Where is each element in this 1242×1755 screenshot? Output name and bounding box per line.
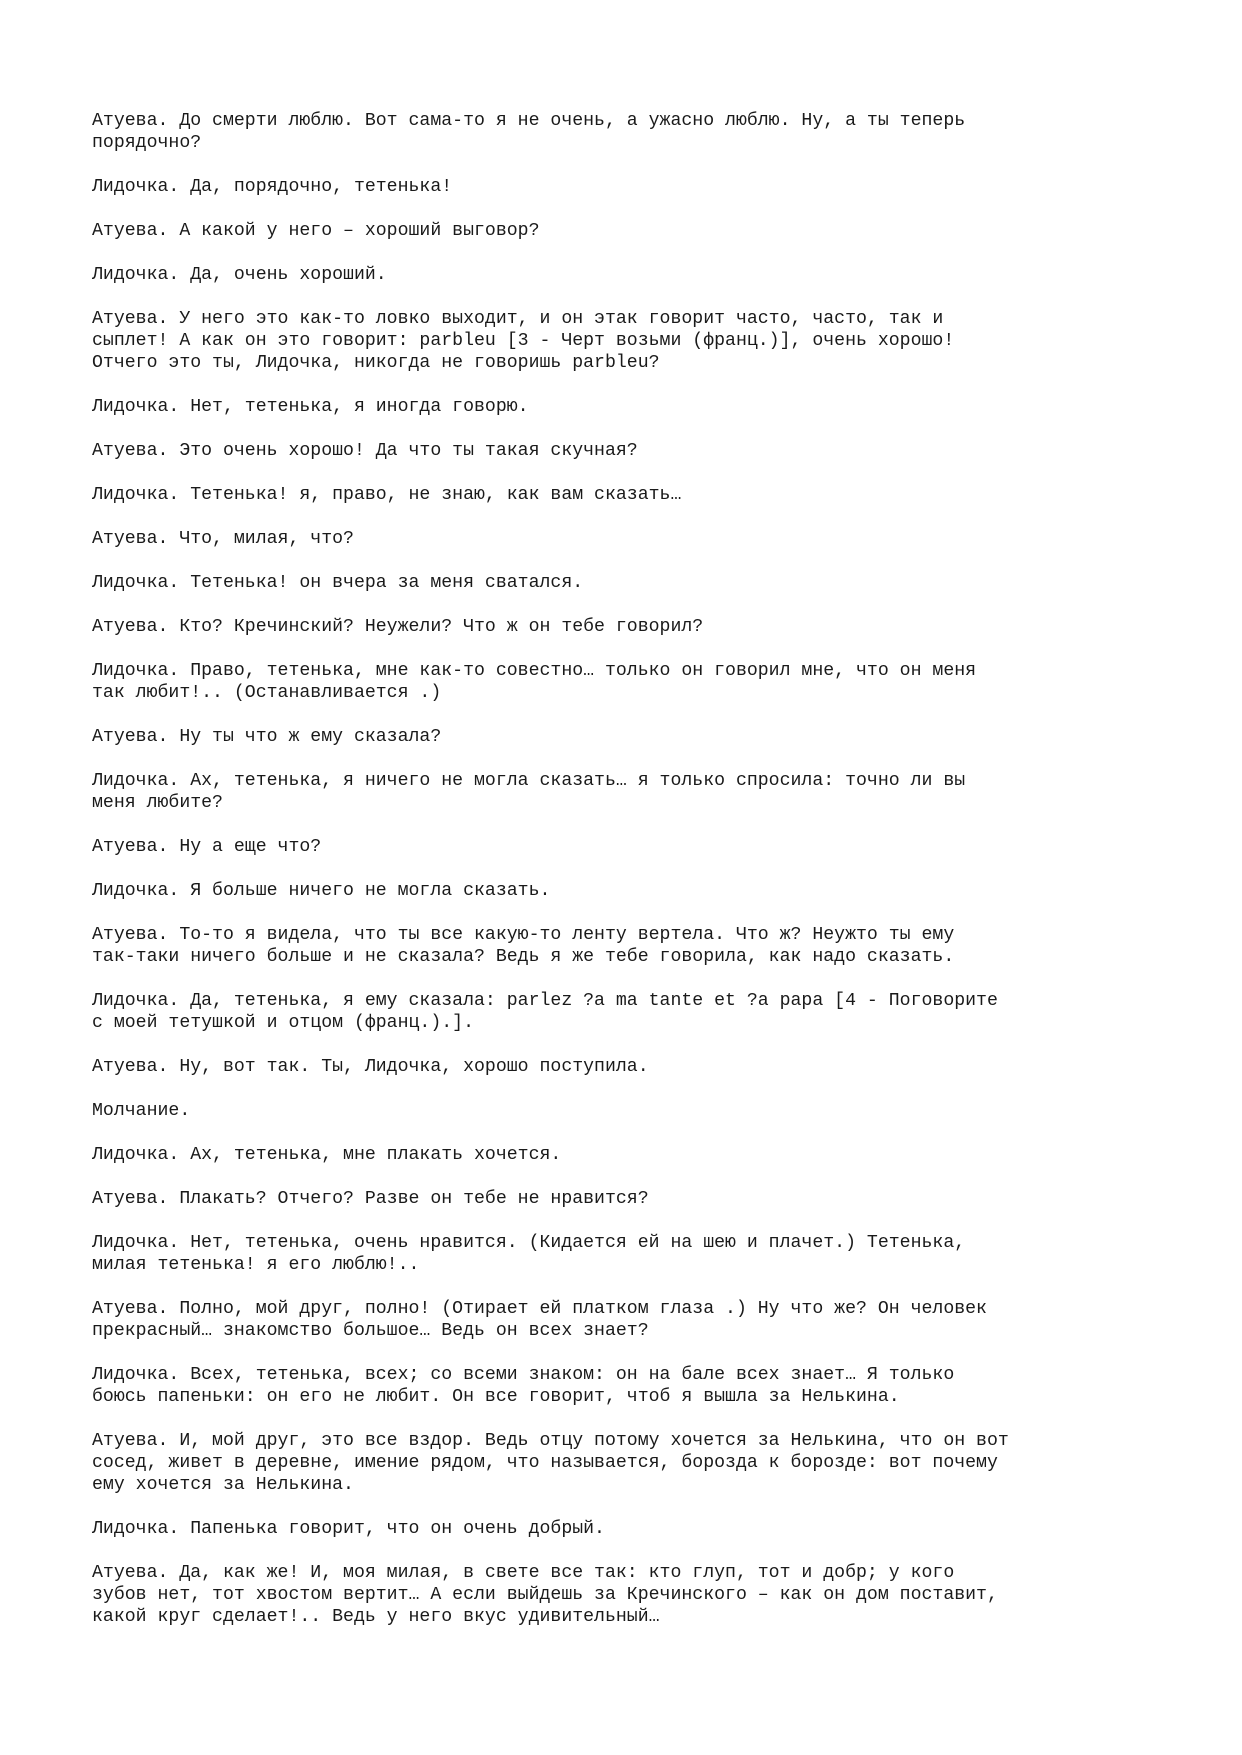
text-line: Атуева. У него это как-то ловко выходит, и он этак говорит часто, часто, так и: [92, 309, 944, 329]
text-line: сосед, живет в деревне, имение рядом, что называется, борозда к борозде: вот почему: [92, 1453, 998, 1473]
text-line: с моей тетушкой и отцом (франц.).].: [92, 1013, 474, 1033]
text-line: Атуева. Кто? Кречинский? Неужели? Что ж он тебе говорил?: [92, 617, 704, 637]
text-line: Атуева. Да, как же! И, моя милая, в свете все так: кто глуп, тот и добр; у кого: [92, 1563, 955, 1583]
dialogue-paragraph: [92, 880, 1182, 902]
dialogue-paragraph: [92, 308, 1182, 374]
text-line: Лидочка. Тетенька! я, право, не знаю, как вам сказать…: [92, 485, 682, 505]
dialogue-paragraph: [92, 990, 1182, 1034]
document-page: [92, 110, 1182, 1650]
text-line: Лидочка. Да, очень хороший.: [92, 265, 387, 285]
dialogue-paragraph: [92, 1298, 1182, 1342]
dialogue-paragraph: [92, 396, 1182, 418]
dialogue-paragraph: [92, 1144, 1182, 1166]
dialogue-paragraph: [92, 1056, 1182, 1078]
text-line: Атуева. Плакать? Отчего? Разве он тебе не нравится?: [92, 1189, 649, 1209]
text-line: Атуева. Что, милая, что?: [92, 529, 354, 549]
dialogue-paragraph: [92, 1100, 1182, 1122]
text-line: Атуева. А какой у него – хороший выговор?: [92, 221, 540, 241]
text-line: меня любите?: [92, 793, 223, 813]
text-line: Атуева. До смерти люблю. Вот сама-то я не очень, а ужасно люблю. Ну, а ты теперь: [92, 111, 966, 131]
dialogue-paragraph: [92, 616, 1182, 638]
text-line: Атуева. Ну ты что ж ему сказала?: [92, 727, 442, 747]
text-line: зубов нет, тот хвостом вертит… А если выйдешь за Кречинского – как он дом поставит,: [92, 1585, 998, 1605]
text-line: Атуева. Ну а еще что?: [92, 837, 322, 857]
dialogue-paragraph: [92, 1518, 1182, 1540]
text-line: порядочно?: [92, 133, 202, 153]
text-line: боюсь папеньки: он его не любит. Он все говорит, чтоб я вышла за Нелькина.: [92, 1387, 900, 1407]
dialogue-paragraph: [92, 220, 1182, 242]
dialogue-paragraph: [92, 528, 1182, 550]
text-line: милая тетенька! я его люблю!..: [92, 1255, 420, 1275]
text-line: Лидочка. Да, порядочно, тетенька!: [92, 177, 453, 197]
dialogue-paragraph: [92, 660, 1182, 704]
text-line: прекрасный… знакомство большое… Ведь он всех знает?: [92, 1321, 649, 1341]
dialogue-paragraph: [92, 924, 1182, 968]
text-line: Лидочка. Ах, тетенька, я ничего не могла сказать… я только спросила: точно ли вы: [92, 771, 966, 791]
dialogue-paragraph: [92, 572, 1182, 594]
text-line: Атуева. Это очень хорошо! Да что ты такая скучная?: [92, 441, 638, 461]
text-line: Атуева. Ну, вот так. Ты, Лидочка, хорошо поступила.: [92, 1057, 649, 1077]
dialogue-paragraph: [92, 1364, 1182, 1408]
text-line: Атуева. Полно, мой друг, полно! (Отирает ей платком глаза .) Ну что же? Он человек: [92, 1299, 987, 1319]
dialogue-paragraph: [92, 726, 1182, 748]
dialogue-paragraph: [92, 1562, 1182, 1628]
dialogue-paragraph: [92, 770, 1182, 814]
text-line: Лидочка. Папенька говорит, что он очень добрый.: [92, 1519, 605, 1539]
text-line: ему хочется за Нелькина.: [92, 1475, 354, 1495]
text-line: Лидочка. Право, тетенька, мне как-то совестно… только он говорил мне, что он меня: [92, 661, 977, 681]
dialogue-paragraph: [92, 264, 1182, 286]
dialogue-paragraph: [92, 1188, 1182, 1210]
dialogue-paragraph: [92, 1430, 1182, 1496]
dialogue-paragraph: [92, 1232, 1182, 1276]
text-line: сыплет! А как он это говорит: parbleu [3 - Черт возьми (франц.)], очень хорошо!: [92, 331, 955, 351]
text-line: Лидочка. Я больше ничего не могла сказать.: [92, 881, 551, 901]
text-line: Атуева. И, мой друг, это все вздор. Ведь отцу потому хочется за Нелькина, что он вот: [92, 1431, 1009, 1451]
text-line: Лидочка. Нет, тетенька, очень нравится. (Кидается ей на шею и плачет.) Тетенька,: [92, 1233, 966, 1253]
text-line: Лидочка. Нет, тетенька, я иногда говорю.: [92, 397, 529, 417]
dialogue-paragraph: [92, 836, 1182, 858]
text-line: Лидочка. Тетенька! он вчера за меня сватался.: [92, 573, 584, 593]
text-line: Отчего это ты, Лидочка, никогда не говоришь parbleu?: [92, 353, 660, 373]
text-line: так любит!.. (Останавливается .): [92, 683, 442, 703]
text-line: какой круг сделает!.. Ведь у него вкус удивительный…: [92, 1607, 660, 1627]
text-line: Лидочка. Ах, тетенька, мне плакать хочется.: [92, 1145, 562, 1165]
dialogue-paragraph: [92, 440, 1182, 462]
text-line: Лидочка. Да, тетенька, я ему сказала: parlez ?a ma tante et ?a papa [4 - Поговорите: [92, 991, 998, 1011]
dialogue-paragraph: [92, 176, 1182, 198]
text-line: Молчание.: [92, 1101, 191, 1121]
text-line: Атуева. То-то я видела, что ты все какую-то ленту вертела. Что ж? Неужто ты ему: [92, 925, 955, 945]
text-line: так-таки ничего больше и не сказала? Ведь я же тебе говорила, как надо сказать.: [92, 947, 955, 967]
text-line: Лидочка. Всех, тетенька, всех; со всеми знаком: он на бале всех знает… Я только: [92, 1365, 955, 1385]
dialogue-paragraph: [92, 110, 1182, 154]
dialogue-paragraph: [92, 484, 1182, 506]
